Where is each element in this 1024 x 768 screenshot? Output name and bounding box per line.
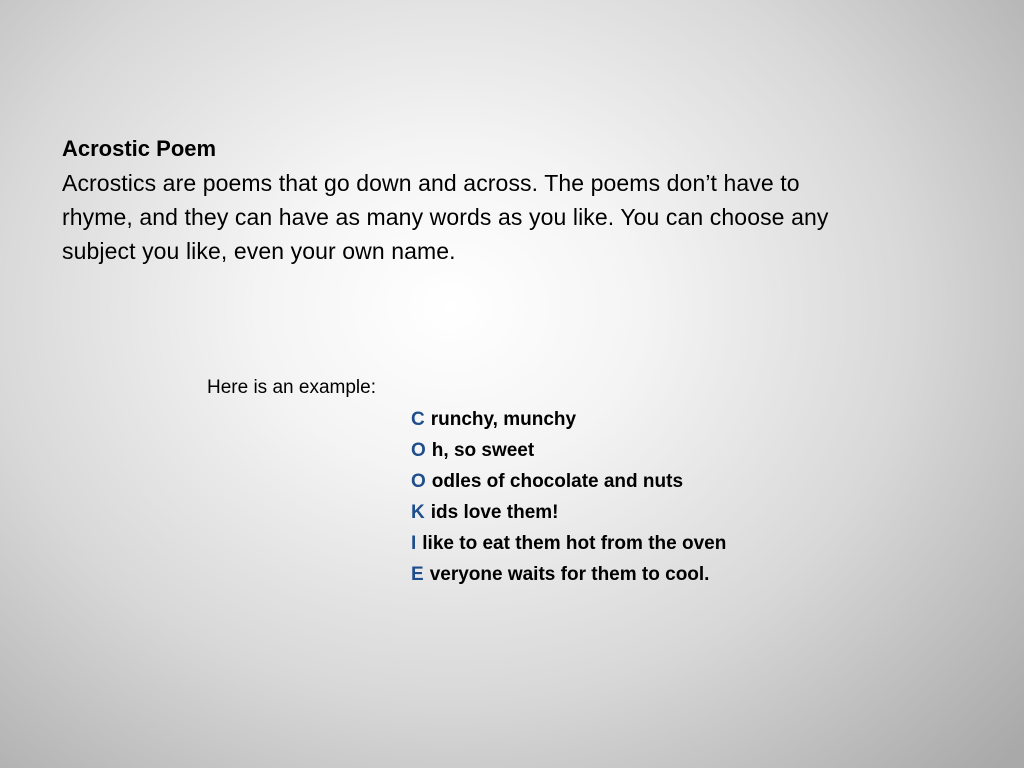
example-label: Here is an example: bbox=[207, 377, 376, 398]
acrostic-poem bbox=[411, 404, 726, 590]
poem-line-text: runchy, munchy bbox=[430, 409, 577, 430]
poem-line bbox=[411, 559, 726, 590]
poem-line-text: ids love them! bbox=[430, 502, 559, 523]
poem-letter: O bbox=[411, 440, 426, 461]
slide-body: Acrostics are poems that go down and across. The poems don’t have to rhyme, and they can have as many words as you like. You can choose any subject you like, even your own name. bbox=[62, 170, 829, 264]
poem-line-text: h, so sweet bbox=[431, 440, 535, 461]
poem-letter: O bbox=[411, 471, 426, 492]
poem-line-text: veryone waits for them to cool. bbox=[429, 564, 710, 585]
poem-line-text: like to eat them hot from the oven bbox=[422, 533, 727, 554]
poem-letter: E bbox=[411, 564, 424, 585]
poem-letter: I bbox=[411, 533, 417, 554]
poem-letter: K bbox=[411, 502, 425, 523]
poem-line bbox=[411, 435, 726, 466]
poem-line bbox=[411, 497, 726, 528]
poem-line-text: odles of chocolate and nuts bbox=[431, 471, 684, 492]
poem-line bbox=[411, 528, 726, 559]
intro-block bbox=[62, 132, 862, 268]
poem-line bbox=[411, 466, 726, 497]
poem-letter: C bbox=[411, 409, 425, 430]
poem-line bbox=[411, 404, 726, 435]
slide-title: Acrostic Poem bbox=[62, 136, 217, 161]
